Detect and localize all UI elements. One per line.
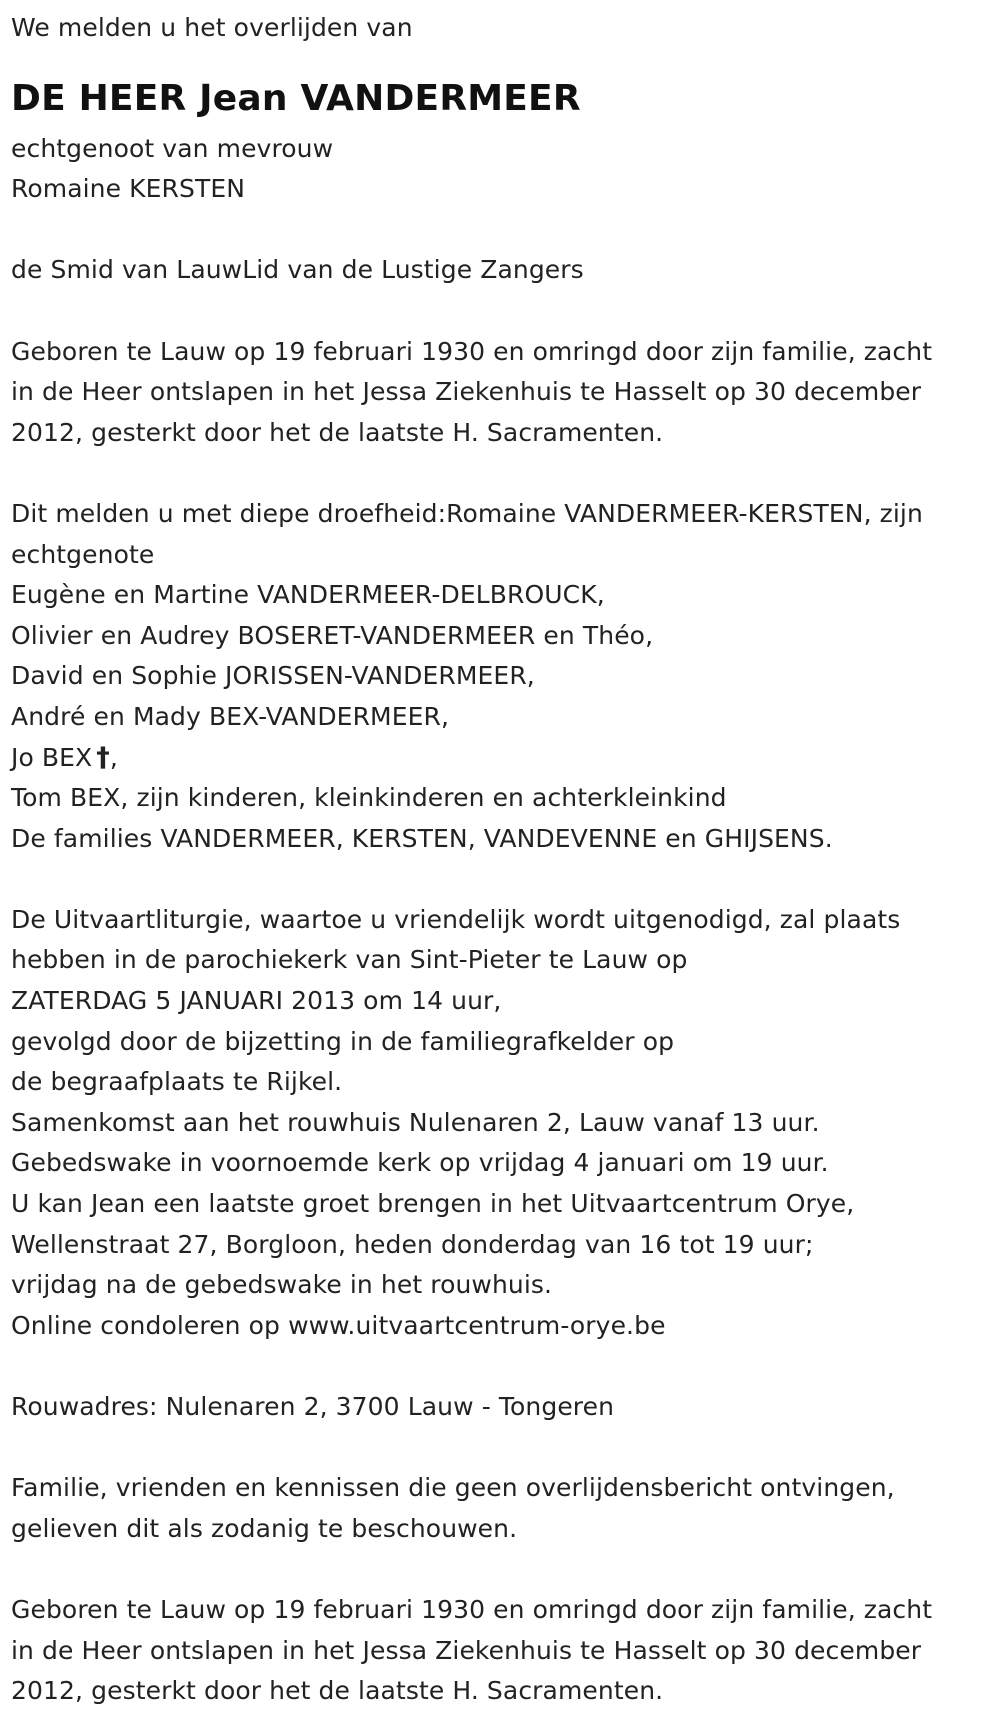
paragraph-line: 2012, gesterkt door het de laatste H. Sacramenten. — [11, 417, 664, 447]
spacer — [11, 1549, 980, 1590]
spouse-name: Romaine KERSTEN — [11, 174, 246, 204]
family-line: David en Sophie JORISSEN-VANDERMEER, — [11, 661, 535, 691]
funeral-line: De Uitvaartliturgie, waartoe u vriendelijk wordt uitgenodigd, zal plaats — [11, 904, 901, 934]
family-line: Eugène en Martine VANDERMEER-DELBROUCK, — [11, 580, 605, 610]
paragraph-line: in de Heer ontslapen in het Jessa Ziekenhuis te Hasselt op 30 december — [11, 377, 922, 407]
paragraph-line: Geboren te Lauw op 19 februari 1930 en omringd door zijn familie, zacht — [11, 336, 933, 366]
family-line: echtgenote — [11, 539, 155, 569]
birth-death-paragraph — [11, 332, 980, 454]
family-line: Dit melden u met diepe droefheid:Romaine VANDERMEER-KERSTEN, zijn — [11, 498, 923, 528]
funeral-paragraph — [11, 900, 980, 1347]
birth-death-paragraph-repeat — [11, 1590, 980, 1712]
family-line-jo-bex — [11, 738, 980, 779]
jo-bex-name: Jo BEX — [11, 742, 93, 772]
funeral-line: Gebedswake in voornoemde kerk op vrijdag 4 januari om 19 uur. — [11, 1148, 829, 1178]
jo-bex-suffix: , — [109, 742, 118, 772]
family-paragraph — [11, 494, 980, 859]
deceased-name: DE HEER Jean VANDERMEER — [11, 77, 581, 119]
funeral-line: gevolgd door de bijzetting in de familiegrafkelder op — [11, 1026, 675, 1056]
paragraph-line: Geboren te Lauw op 19 februari 1930 en omringd door zijn familie, zacht — [11, 1594, 933, 1624]
funeral-line: Samenkomst aan het rouwhuis Nulenaren 2, Lauw vanaf 13 uur. — [11, 1107, 820, 1137]
funeral-line: ZATERDAG 5 JANUARI 2013 om 14 uur, — [11, 986, 502, 1016]
funeral-line: Wellenstraat 27, Borgloon, heden donderdag van 16 tot 19 uur; — [11, 1229, 814, 1259]
family-line: André en Mady BEX-VANDERMEER, — [11, 701, 450, 731]
occupation-text: de Smid van LauwLid van de Lustige Zangers — [11, 255, 584, 285]
paragraph-line: 2012, gesterkt door het de laatste H. Sacramenten. — [11, 1676, 664, 1706]
spacer — [11, 210, 980, 251]
funeral-line: vrijdag na de gebedswake in het rouwhuis. — [11, 1270, 553, 1300]
family-line: Tom BEX, zijn kinderen, kleinkinderen en achterkleinkind — [11, 783, 727, 813]
spacer — [11, 453, 980, 494]
mourning-address: Rouwadres: Nulenaren 2, 3700 Lauw - Tongeren — [11, 1392, 615, 1421]
spacer — [11, 291, 980, 332]
funeral-line: hebben in de parochiekerk van Sint-Pieter te Lauw op — [11, 945, 688, 975]
cross-icon: † — [96, 741, 110, 773]
funeral-line: Online condoleren op www.uitvaartcentrum-orye.be — [11, 1310, 666, 1340]
closing-line: Familie, vrienden en kennissen die geen overlijdensbericht ontvingen, — [11, 1473, 895, 1503]
funeral-line: U kan Jean een laatste groet brengen in het Uitvaartcentrum Orye, — [11, 1189, 855, 1219]
intro-text: We melden u het overlijden van — [11, 13, 413, 42]
closing-paragraph — [11, 1468, 980, 1549]
family-line: De families VANDERMEER, KERSTEN, VANDEVENNE en GHIJSENS. — [11, 823, 833, 853]
family-line: Olivier en Audrey BOSERET-VANDERMEER en Théo, — [11, 620, 654, 650]
spacer — [11, 1346, 980, 1387]
paragraph-line: in de Heer ontslapen in het Jessa Ziekenhuis te Hasselt op 30 december — [11, 1635, 922, 1665]
spacer — [11, 1428, 980, 1469]
spacer — [11, 859, 980, 900]
spouse-line: echtgenoot van mevrouw — [11, 133, 334, 163]
closing-line: gelieven dit als zodanig te beschouwen. — [11, 1513, 518, 1543]
funeral-line: de begraafplaats te Rijkel. — [11, 1067, 343, 1097]
